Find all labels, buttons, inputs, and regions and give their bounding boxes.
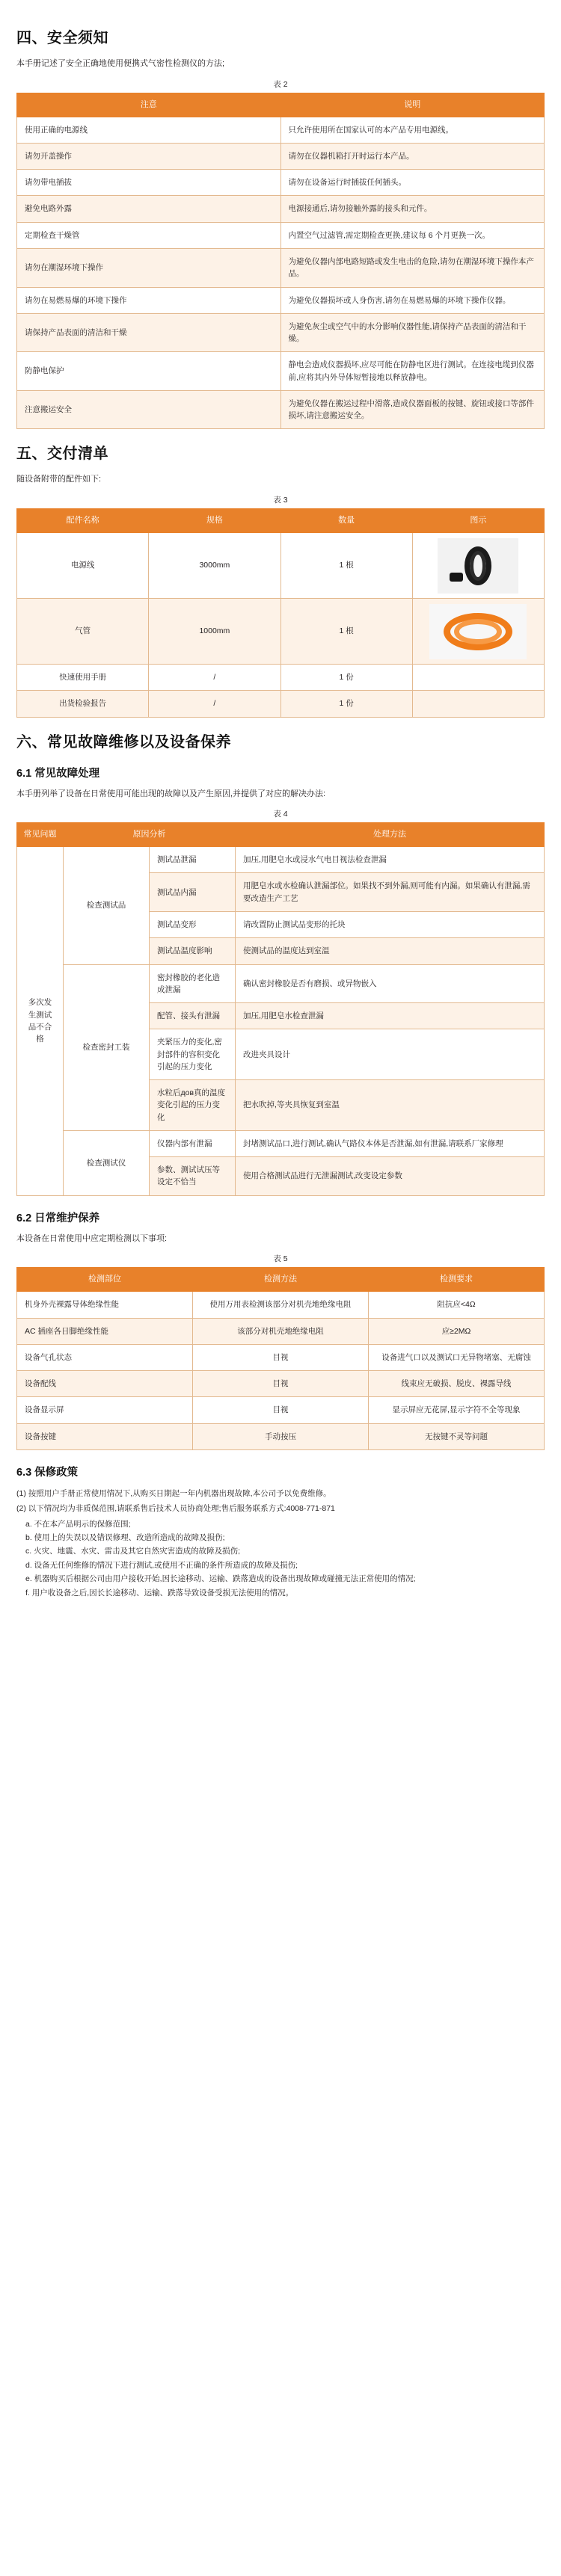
cell-fix: 加压,用肥皂水检查泄漏: [236, 1003, 545, 1029]
cell-accessory-name: 电源线: [17, 533, 149, 599]
header-cell-quantity: 数量: [280, 508, 412, 532]
cell-subgroup-label: 检查密封工装: [64, 964, 150, 1130]
section-heading-faults: 六、常见故障维修以及设备保养: [16, 733, 231, 751]
cell-quantity: 1 根: [280, 533, 412, 599]
cell-accessory-name: 出货检验报告: [17, 691, 149, 717]
cell-notice: 请勿开盖操作: [17, 143, 281, 169]
cell-notice: 请勿带电插拔: [17, 170, 281, 196]
air-hose-photo: [429, 604, 527, 659]
cell-fix: 加压,用肥皂水或浸水气电目视法检查泄漏: [236, 847, 545, 873]
list-item: a. 不在本产品明示的保修范围;: [25, 1519, 131, 1529]
cell-description: 电源接通后,请勿接触外露的接头和元件。: [280, 196, 545, 222]
cell-spec: 1000mm: [149, 599, 280, 665]
table-caption-2: 表 2: [273, 79, 288, 89]
cell-accessory-name: 快速使用手册: [17, 665, 149, 691]
header-cell-method: 检测方法: [193, 1268, 369, 1292]
table-caption-4: 表 4: [273, 810, 288, 819]
cell-part: 设备显示屏: [17, 1397, 193, 1423]
header-cell-accessory-name: 配件名称: [17, 508, 149, 532]
cell-method: 手动按压: [193, 1423, 369, 1449]
cell-fix: 用肥皂水或水检确认泄漏部位。如果找不到外漏,则可能有内漏。如果确认有泄漏,需要改造生产工艺: [236, 873, 545, 912]
cell-cause: 密封橡胶的老化造成泄漏: [150, 964, 236, 1003]
cell-description: 为避免仪器内部电路短路或发生电击的危险,请勿在潮湿环境下操作本产品。: [280, 248, 545, 287]
safety-intro: 本手册记述了安全正确地使用便携式气密性检测仪的方法;: [16, 59, 225, 68]
delivery-list-table: [16, 508, 545, 718]
cell-subgroup-label: 检查测试品: [64, 847, 150, 964]
header-cell-problem: 常见问题: [17, 823, 64, 847]
list-item: f. 用户收设备之后,因长长途移动、运输、跌落导致设备受损无法使用的情况。: [25, 1588, 294, 1597]
cell-fix: 请改置防止测试品变形的托块: [236, 911, 545, 937]
header-cell-requirement: 检测要求: [369, 1268, 545, 1292]
cell-part: 设备气孔状态: [17, 1344, 193, 1370]
table-row: [17, 248, 545, 287]
cell-image: [412, 599, 544, 665]
table-header-row: [17, 823, 545, 847]
power-cable-photo: [438, 538, 518, 594]
cell-cause: 测试品内漏: [150, 873, 236, 912]
warranty-policy-list: [16, 1487, 545, 1516]
header-cell-image: 图示: [412, 508, 544, 532]
table-row: [17, 1397, 545, 1423]
list-item: d. 设备无任何维修的情况下进行测试,或使用不正确的条件所造成的故障及损伤;: [25, 1560, 298, 1570]
list-item: (1) 按照用户手册正常使用情况下,从购买日期起一年内机器出现故障,本公司予以免费维修。: [16, 1488, 331, 1498]
header-cell-fix: 处理方法: [236, 823, 545, 847]
cell-cause: 夹紧压力的变化,密封部件的容积变化引起的压力变化: [150, 1029, 236, 1080]
table-row: [17, 313, 545, 352]
cell-subgroup-label: 检查测试仪: [64, 1130, 150, 1195]
delivery-intro: 随设备附带的配件如下:: [16, 475, 102, 484]
cell-part: 设备按键: [17, 1423, 193, 1449]
cell-cause: 水粒后дов真的温度变化引起的压力变化: [150, 1080, 236, 1131]
cell-accessory-name: 气管: [17, 599, 149, 665]
table-caption-3: 表 3: [273, 495, 288, 505]
cell-requirement: 设备进气口以及测试口无异物堵塞、无腐蚀: [369, 1344, 545, 1370]
cell-notice: 定期检查干燥管: [17, 222, 281, 248]
faults-intro: 本手册列举了设备在日常使用可能出现的故障以及产生原因,并提供了对应的解决办法:: [16, 789, 326, 798]
cell-part: AC 插座各日脚绝缘性能: [17, 1318, 193, 1344]
cell-spec: /: [149, 665, 280, 691]
list-item: b. 使用上的失误以及错误修理、改造所造成的故障及损伤;: [25, 1533, 225, 1543]
cell-part: 机身外壳裸露导体绝缘性能: [17, 1292, 193, 1318]
cell-notice: 注意搬运安全: [17, 390, 281, 429]
table-row: [17, 390, 545, 429]
cell-description: 为避免仪器损坏或人身伤害,请勿在易燃易爆的环境下操作仪器。: [280, 287, 545, 313]
cell-image: [412, 533, 544, 599]
table-row: [17, 1292, 545, 1318]
cell-notice: 请勿在易燃易爆的环境下操作: [17, 287, 281, 313]
table-row: [17, 222, 545, 248]
table-row: [17, 1423, 545, 1449]
table-row: [17, 964, 545, 1003]
table-header-row: [17, 508, 545, 532]
cell-notice: 防静电保护: [17, 352, 281, 391]
section-heading-delivery: 五、交付清单: [16, 446, 108, 463]
table-caption-5: 表 5: [273, 1254, 288, 1264]
cell-requirement: 阻抗应<4Ω: [369, 1292, 545, 1318]
maintenance-intro: 本设备在日常使用中应定期检测以下事项:: [16, 1233, 168, 1243]
cell-cause: 参数、测试试压等设定不恰当: [150, 1157, 236, 1196]
cell-quantity: 1 根: [280, 599, 412, 665]
cell-requirement: 应≥2MΩ: [369, 1318, 545, 1344]
cell-fix: 把水吹掉,等夹具恢复到室温: [236, 1080, 545, 1131]
cell-cause: 测试品温度影响: [150, 938, 236, 964]
table-row: [17, 117, 545, 143]
cell-description: 为避免灰尘或空气中的水分影响仪器性能,请保持产品表面的清洁和干燥。: [280, 313, 545, 352]
fault-handling-table: [16, 822, 545, 1196]
subsection-heading-common-faults: 6.1 常见故障处理: [16, 767, 100, 780]
maintenance-table: [16, 1267, 545, 1450]
table-row: [17, 1371, 545, 1397]
cell-cause: 测试品变形: [150, 911, 236, 937]
cell-fix: 改进夹具设计: [236, 1029, 545, 1080]
cell-image: [412, 665, 544, 691]
cell-cause: 测试品泄漏: [150, 847, 236, 873]
cell-notice: 避免电路外露: [17, 196, 281, 222]
cell-part: 设备配线: [17, 1371, 193, 1397]
cell-notice: 请保持产品表面的清洁和干燥: [17, 313, 281, 352]
list-item: c. 火灾、地震、水灾、雷击及其它自然灾害造成的故障及损伤;: [25, 1547, 241, 1556]
table-row: [17, 196, 545, 222]
cell-requirement: 线束应无破损、脱皮、裸露导线: [369, 1371, 545, 1397]
cell-problem-group: 多次发生测试品不合格: [17, 847, 64, 1196]
list-item: e. 机器购买后根据公司由用户接收开始,因长途移动、运输、跌落造成的设备出现故障或碰撞无法正常使用的情况;: [25, 1574, 416, 1584]
cell-quantity: 1 份: [280, 665, 412, 691]
table-row: [17, 599, 545, 665]
header-cell-notice: 注意: [17, 93, 281, 117]
cell-description: 内置空气过滤管,需定期检查更换,建议每 6 个月更换一次。: [280, 222, 545, 248]
cell-notice: 请勿在潮湿环境下操作: [17, 248, 281, 287]
cell-image: [412, 691, 544, 717]
table-row: [17, 1130, 545, 1156]
cell-method: 使用万用表检测该部分对机壳地绝缘电阻: [193, 1292, 369, 1318]
cell-spec: 3000mm: [149, 533, 280, 599]
cell-cause: 仪器内部有泄漏: [150, 1130, 236, 1156]
table-row: [17, 533, 545, 599]
cell-description: 只允许使用所在国家认可的本产品专用电源线。: [280, 117, 545, 143]
header-cell-part: 检测部位: [17, 1268, 193, 1292]
cell-method: 目视: [193, 1397, 369, 1423]
header-cell-cause: 原因分析: [64, 823, 236, 847]
table-row: [17, 1318, 545, 1344]
cell-description: 静电会造成仪器损坏,应尽可能在防静电区进行测试。在连接电缆到仪器前,应将其内外导体短暂接地以释放静电。: [280, 352, 545, 391]
cell-description: 请勿在设备运行时插拔任何插头。: [280, 170, 545, 196]
warranty-exclusions-list: [16, 1517, 545, 1600]
table-row: [17, 170, 545, 196]
cell-cause: 配管、接头有泄漏: [150, 1003, 236, 1029]
cell-fix: 确认密封橡胶是否有磨损、或异物嵌入: [236, 964, 545, 1003]
header-cell-spec: 规格: [149, 508, 280, 532]
cell-method: 该部分对机壳地绝缘电阻: [193, 1318, 369, 1344]
table-row: [17, 847, 545, 873]
cell-quantity: 1 份: [280, 691, 412, 717]
table-header-row: [17, 1268, 545, 1292]
table-row: [17, 691, 545, 717]
cell-method: 目视: [193, 1371, 369, 1397]
list-item: (2) 以下情况均为非质保范围,请联系售后技术人员协商处理;售后服务联系方式:4008-771-871: [16, 1504, 335, 1514]
cell-fix: 封堵测试品口,进行测试,确认气路仪本体是否泄漏,如有泄漏,请联系厂家修理: [236, 1130, 545, 1156]
table-row: [17, 287, 545, 313]
table-row: [17, 352, 545, 391]
subsection-heading-maintenance: 6.2 日常维护保养: [16, 1212, 100, 1224]
cell-description: 为避免仪器在搬运过程中滑落,造成仪器面板的按键、旋钮或接口等部件损坏,请注意搬运安全。: [280, 390, 545, 429]
cell-requirement: 显示屏应无花屏,显示字符不全等现象: [369, 1397, 545, 1423]
cell-spec: /: [149, 691, 280, 717]
table-row: [17, 665, 545, 691]
subsection-heading-warranty: 6.3 保修政策: [16, 1466, 79, 1479]
cell-method: 目视: [193, 1344, 369, 1370]
cell-requirement: 无按键不灵等问题: [369, 1423, 545, 1449]
header-cell-description: 说明: [280, 93, 545, 117]
cell-fix: 使测试品的温度达到室温: [236, 938, 545, 964]
table-header-row: [17, 93, 545, 117]
cell-fix: 使用合格测试品进行无泄漏测试,改变设定参数: [236, 1157, 545, 1196]
table-row: [17, 143, 545, 169]
safety-notice-table: [16, 93, 545, 430]
table-row: [17, 1344, 545, 1370]
cell-description: 请勿在仪器机箱打开时运行本产品。: [280, 143, 545, 169]
cell-notice: 使用正确的电源线: [17, 117, 281, 143]
section-heading-safety: 四、安全须知: [16, 30, 108, 46]
